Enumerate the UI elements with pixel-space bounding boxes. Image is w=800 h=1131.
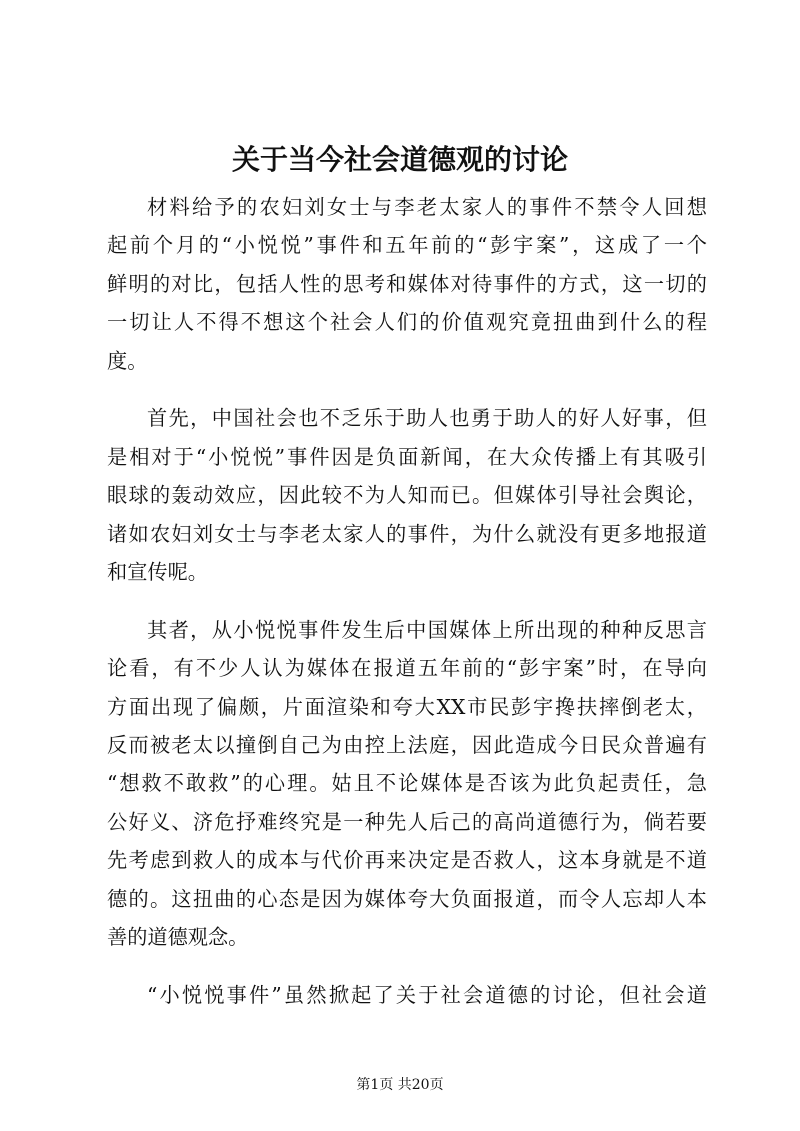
paragraph bbox=[107, 399, 707, 591]
text-line: 是相对于“小悦悦”事件因是负面新闻，在大众传播上有其吸引 bbox=[107, 444, 707, 469]
text-line: 一切让人不得不想这个社会人们的价值观究竟扭曲到什么的程 bbox=[107, 310, 707, 335]
page-footer: 第1页 共20页 bbox=[356, 1077, 444, 1093]
paragraph bbox=[107, 976, 707, 1014]
text-line: 论看，有不少人认为媒体在报道五年前的“彭宇案”时，在导向 bbox=[107, 656, 707, 681]
text-line: 鲜明的对比，包括人性的思考和媒体对待事件的方式，这一切的 bbox=[107, 271, 707, 296]
text-line: 反而被老太以撞倒自己为由控上法庭，因此造成今日民众普遍有 bbox=[107, 733, 707, 758]
paragraph bbox=[107, 188, 707, 380]
text-line: 度。 bbox=[107, 348, 148, 373]
paragraph bbox=[107, 611, 707, 957]
text-line: 材料给予的农妇刘女士与李老太家人的事件不禁令人回想 bbox=[147, 195, 707, 219]
text-line: 首先，中国社会也不乏乐于助人也勇于助人的好人好事，但 bbox=[147, 406, 707, 431]
text-line: 德的。这扭曲的心态是因为媒体夸大负面报道，而令人忘却人本 bbox=[107, 886, 707, 911]
text-line: “小悦悦事件”虽然掀起了关于社会道德的讨论，但社会道 bbox=[147, 982, 707, 1007]
text-line: 先考虑到救人的成本与代价再来决定是否救人，这本身就是不道 bbox=[107, 848, 707, 873]
document-title: 关于当今社会道德观的讨论 bbox=[231, 143, 568, 176]
text-line: “想救不敢救”的心理。姑且不论媒体是否该为此负起责任，急 bbox=[107, 771, 707, 796]
text-line: 诸如农妇刘女士与李老太家人的事件，为什么就没有更多地报道 bbox=[107, 521, 707, 546]
text-line: 其者，从小悦悦事件发生后中国媒体上所出现的种种反思言 bbox=[147, 617, 707, 642]
text-line: 方面出现了偏颇，片面渲染和夸大XX市民彭宇搀扶摔倒老太， bbox=[107, 694, 707, 719]
text-line: 起前个月的“小悦悦”事件和五年前的“彭宇案”，这成了一个 bbox=[107, 233, 707, 258]
text-line: 和宣传呢。 bbox=[107, 560, 208, 585]
text-line: 善的道德观念。 bbox=[107, 925, 249, 950]
document-body bbox=[107, 188, 707, 1034]
text-line: 眼球的轰动效应，因此较不为人知而已。但媒体引导社会舆论， bbox=[107, 483, 707, 508]
text-line: 公好义、济危抒难终究是一种先人后己的高尚道德行为，倘若要 bbox=[107, 809, 707, 834]
